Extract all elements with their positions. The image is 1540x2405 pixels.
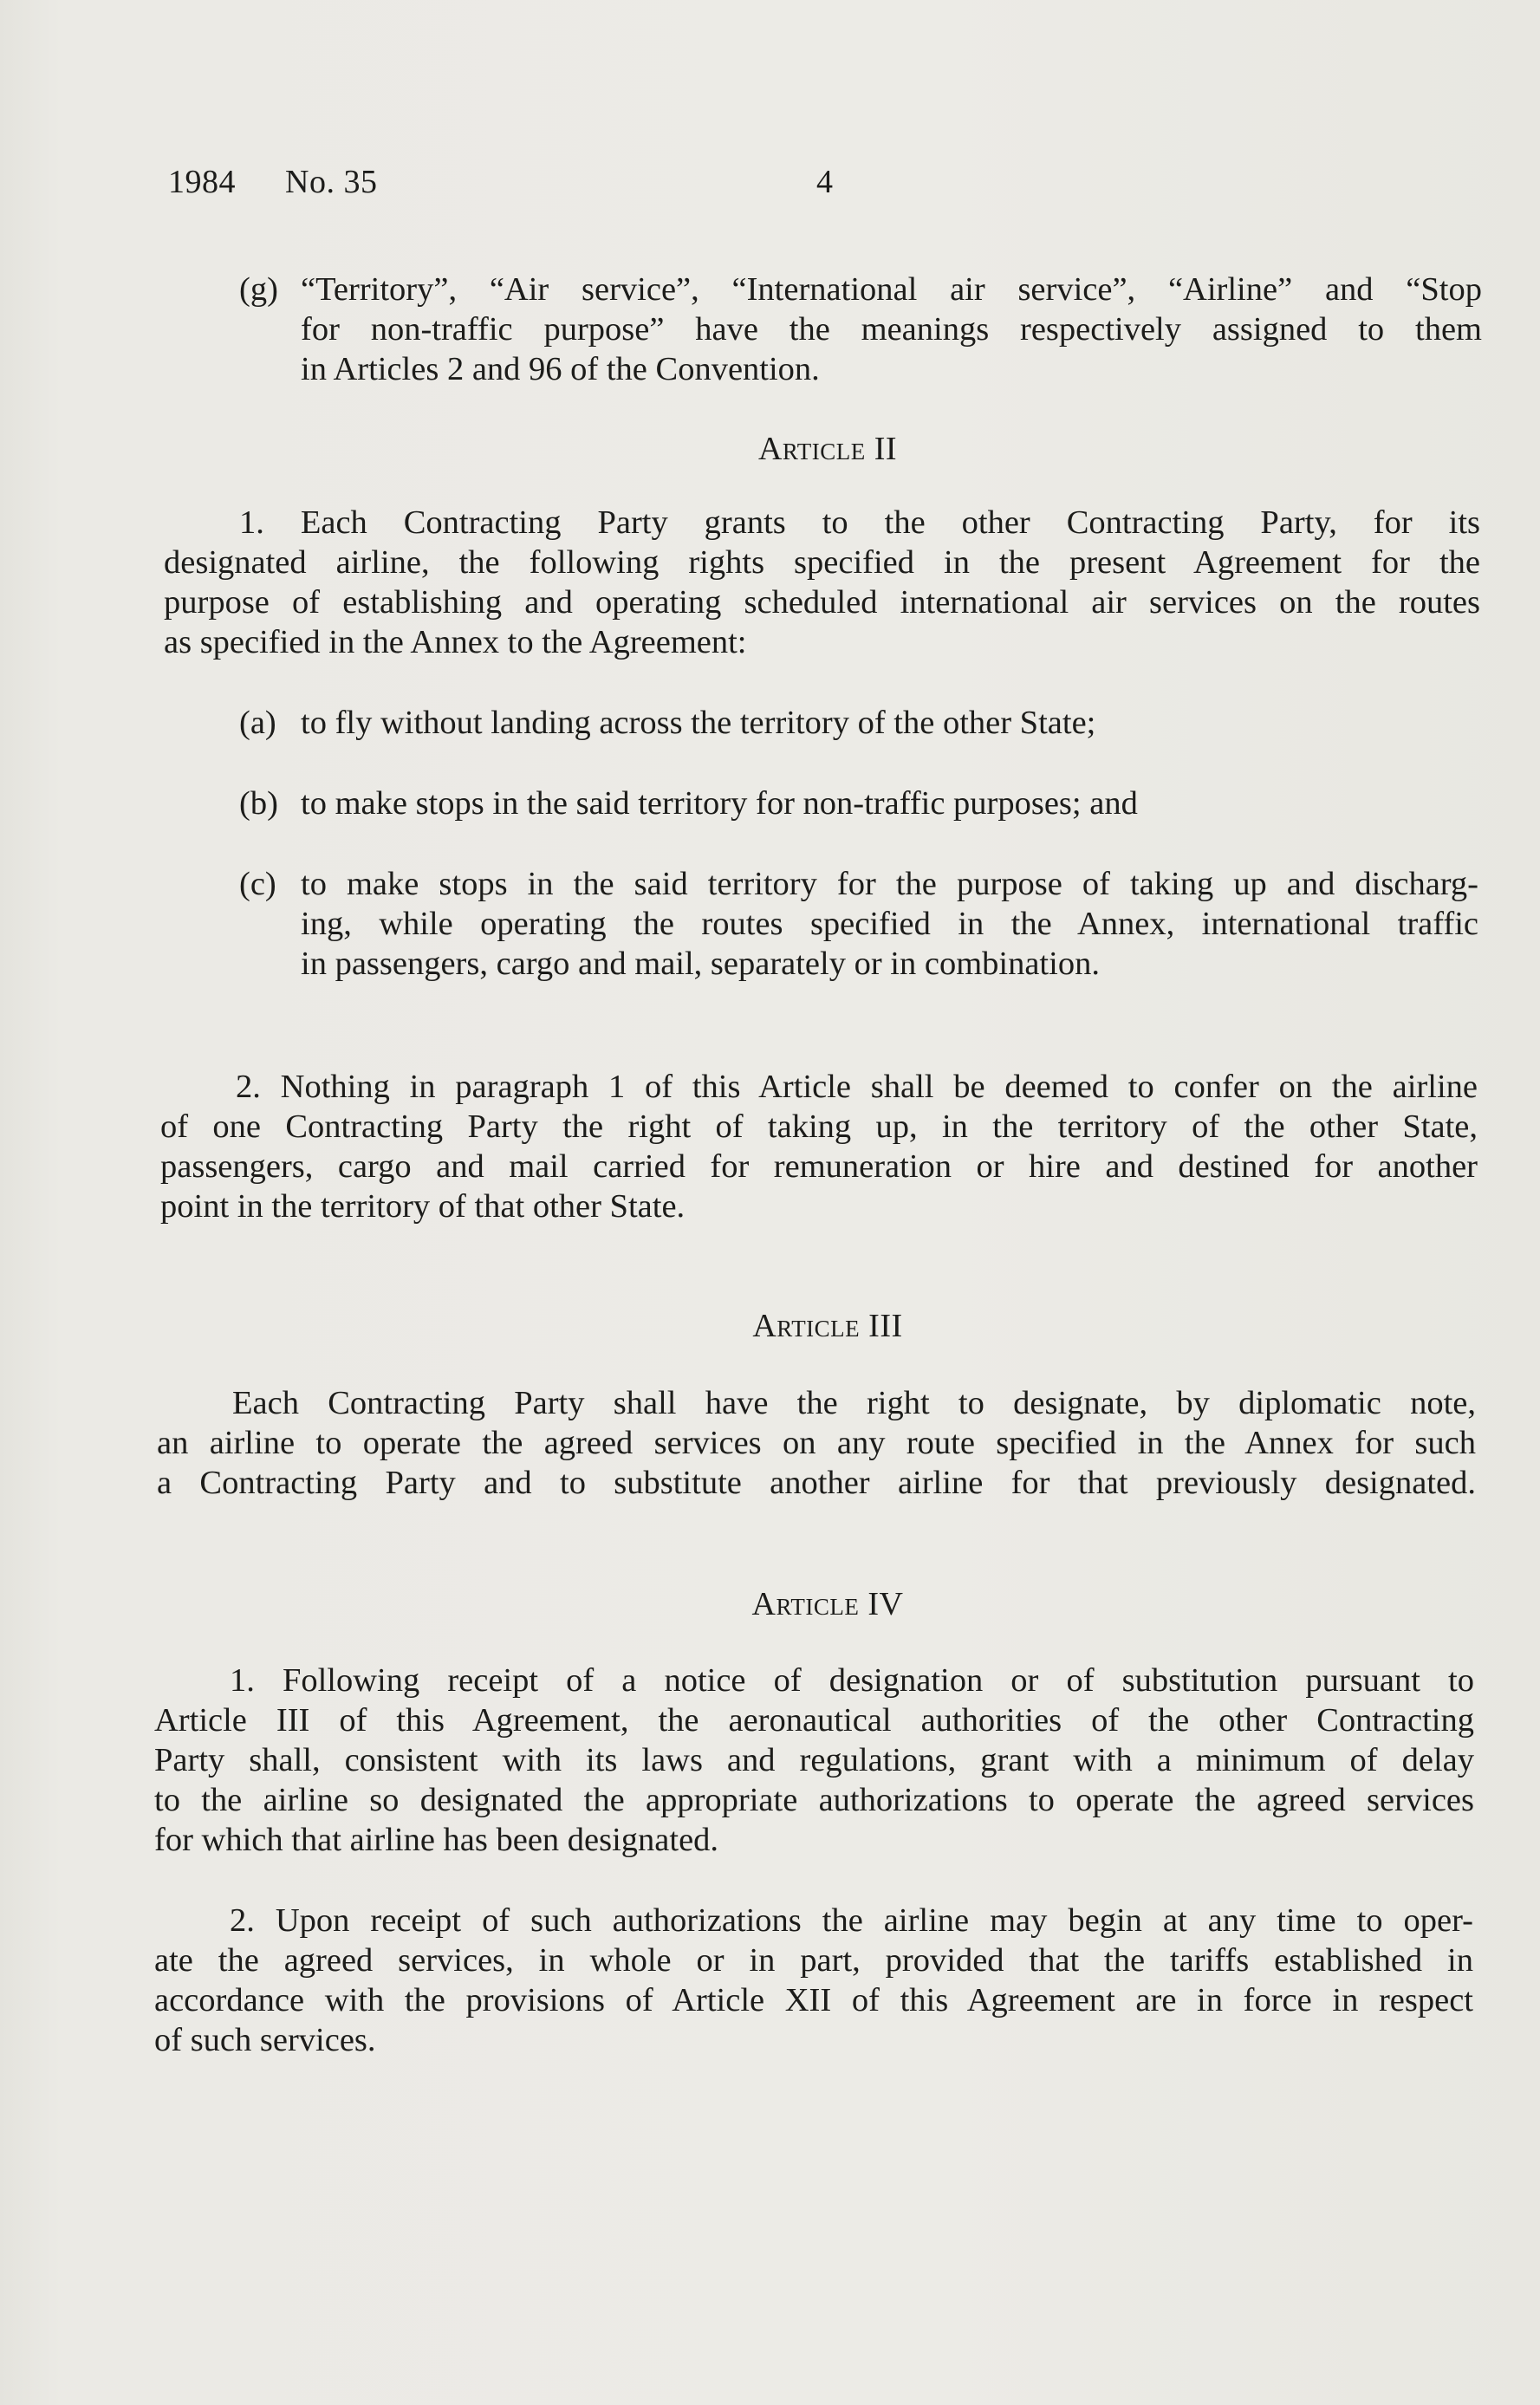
item-a-line-1: to fly without landing across the territory of the other State; <box>301 705 1096 741</box>
article-4-p2-line-2: ate the agreed services, in whole or in part, provided that the tariffs established in <box>154 1942 1473 1979</box>
article-2-p2-line-2: of one Contracting Party the right of taking up, in the territory of the other State, <box>160 1108 1478 1145</box>
definition-g-line-3: in Articles 2 and 96 of the Convention. <box>301 351 820 387</box>
definition-g-line-2: for non-traffic purpose” have the meanings respectively assigned to them <box>301 311 1482 348</box>
header-number: No. 35 <box>285 164 378 200</box>
page-number: 4 <box>816 164 834 200</box>
article-4-p1-line-1: 1. Following receipt of a notice of designation or of substitution pursuant to <box>230 1662 1474 1699</box>
article-3-p1-line-1: Each Contracting Party shall have the right to designate, by diplomatic note, <box>232 1385 1476 1421</box>
article-4-p2-line-1: 2. Upon receipt of such authorizations the airline may begin at any time to oper- <box>230 1902 1473 1939</box>
article-3-heading: Article III <box>752 1308 903 1344</box>
article-2-p2-line-4: point in the territory of that other State. <box>160 1188 686 1225</box>
item-label-a: (a) <box>239 705 276 741</box>
article-4-p1-line-2: Article III of this Agreement, the aeronautical authorities of the other Contracting <box>154 1702 1474 1739</box>
article-2-p2-line-3: passengers, cargo and mail carried for remuneration or hire and destined for another <box>160 1148 1478 1185</box>
article-4-p1-line-3: Party shall, consistent with its laws and regulations, grant with a minimum of delay <box>154 1742 1474 1778</box>
article-4-p2-line-4: of such services. <box>154 2022 376 2058</box>
article-2-p1-line-3: purpose of establishing and operating scheduled international air services on the routes <box>164 584 1480 621</box>
article-4-heading: Article IV <box>751 1586 904 1622</box>
definition-g-line-1: “Territory”, “Air service”, “International air service”, “Airline” and “Stop <box>301 271 1482 308</box>
article-2-p1-line-4: as specified in the Annex to the Agreement: <box>164 624 747 660</box>
article-3-p1-line-2: an airline to operate the agreed services on any route specified in the Annex for such <box>157 1425 1476 1461</box>
item-c-line-2: ing, while operating the routes specified in the Annex, international traffic <box>301 906 1478 942</box>
item-c-line-3: in passengers, cargo and mail, separately or in combination. <box>301 946 1100 982</box>
article-4-p1-line-4: to the airline so designated the appropriate authorizations to operate the agreed services <box>154 1782 1474 1818</box>
item-b-line-1: to make stops in the said territory for non-traffic purposes; and <box>301 785 1138 822</box>
article-2-p1-line-2: designated airline, the following rights specified in the present Agreement for the <box>164 544 1480 581</box>
article-2-heading: Article II <box>757 431 898 467</box>
header-year: 1984 <box>168 164 236 200</box>
item-c-line-1: to make stops in the said territory for the purpose of taking up and discharg- <box>301 866 1478 902</box>
article-4-p1-line-5: for which that airline has been designated. <box>154 1822 719 1858</box>
article-2-p2-line-1: 2. Nothing in paragraph 1 of this Article shall be deemed to confer on the airline <box>236 1069 1478 1105</box>
article-3-p1-line-3: a Contracting Party and to substitute another airline for that previously designated. <box>157 1465 1476 1501</box>
article-2-p1-line-1: 1. Each Contracting Party grants to the other Contracting Party, for its <box>239 504 1480 541</box>
article-4-p2-line-3: accordance with the provisions of Article XII of this Agreement are in force in respect <box>154 1982 1473 2018</box>
item-label-c: (c) <box>239 866 276 902</box>
item-label-g: (g) <box>239 271 278 308</box>
item-label-b: (b) <box>239 785 278 822</box>
